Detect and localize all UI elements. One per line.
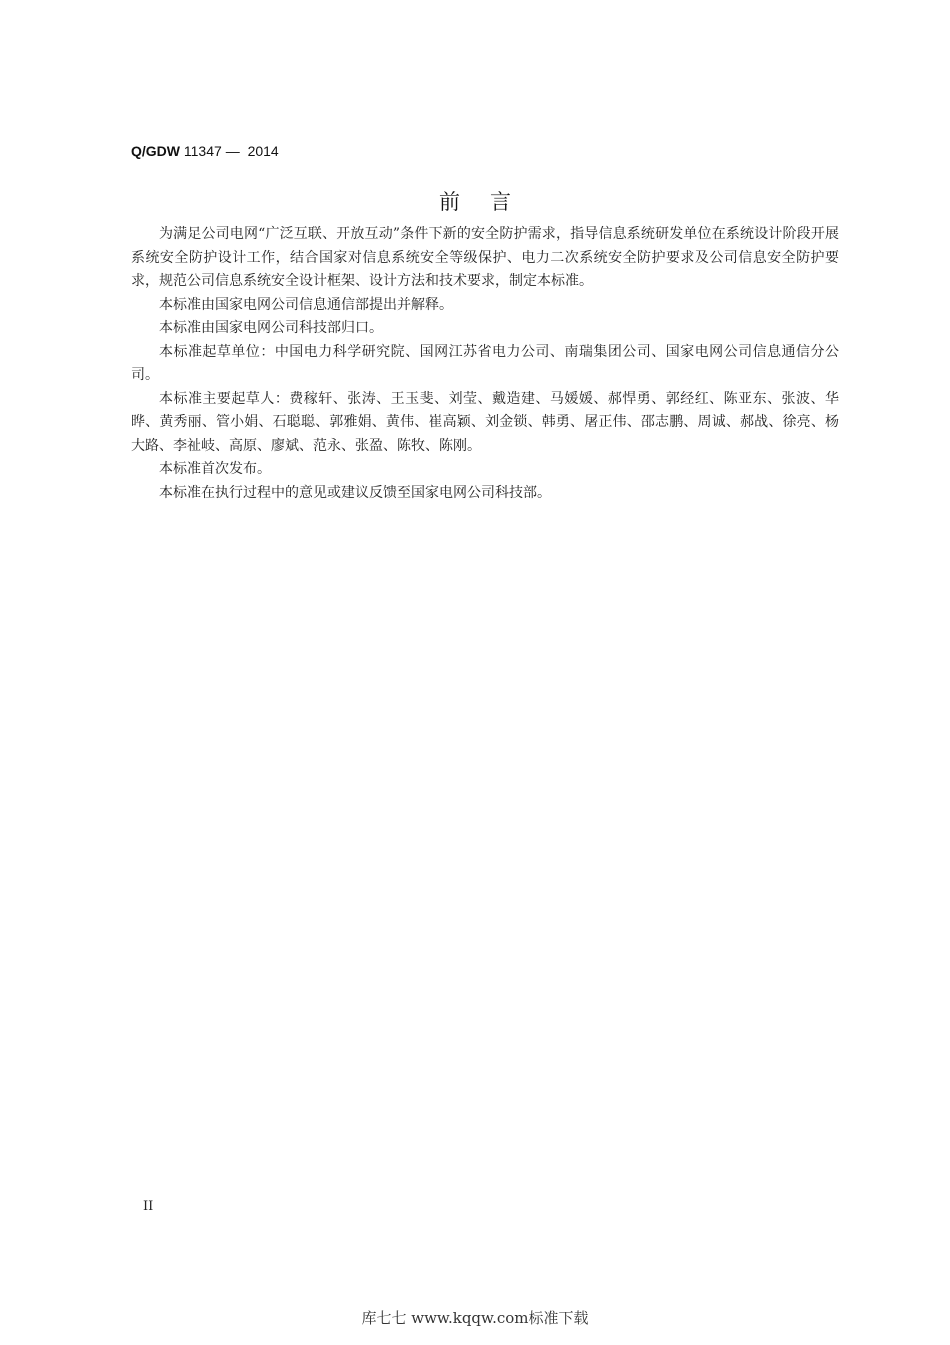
paragraph-proposer: 本标准由国家电网公司信息通信部提出并解释。 [159,296,453,313]
paragraph-feedback: 本标准在执行过程中的意见或建议反馈至国家电网公司科技部。 [159,484,551,501]
foreword-body [131,223,839,505]
paragraph-administrator: 本标准由国家电网公司科技部归口。 [159,320,383,336]
standard-separator: — [225,143,240,159]
paragraph-drafters: 本标准主要起草人：费稼轩、张涛、王玉斐、刘莹、戴造建、马媛媛、郝悍勇、郭经红、陈亚东、张波、华晔、黄秀丽、管小娟、石聪聪、郭雅娟、黄伟、崔高颖、刘金锁、韩勇、屠正伟、邵志鹏、周诚、郝战、徐亮、杨大路、李祉岐、高原、廖斌、范永、张盈、陈牧、陈刚。 [131,390,839,454]
download-footer: 库七七 www.kqqw.com标准下载 [361,1309,589,1327]
standard-prefix: Q/GDW [131,143,180,159]
paragraph-purpose: 为满足公司电网“广泛互联、开放互动”条件下新的安全防护需求，指导信息系统研发单位在系统设计阶段开展系统安全防护设计工作，结合国家对信息系统安全等级保护、电力二次系统安全防护要求及公司信息安全防护要求，规范公司信息系统安全设计框架、设计方法和技术要求，制定本标准。 [131,226,839,289]
paragraph-drafting-units: 本标准起草单位：中国电力科学研究院、国网江苏省电力公司、南瑞集团公司、国家电网公司信息通信分公司。 [131,343,839,383]
standard-number: 11347 [183,143,222,159]
standard-year: 2014 [247,143,279,159]
standard-code-header [131,143,279,159]
paragraph-first-release: 本标准首次发布。 [159,461,271,477]
page-number: II [143,1199,154,1214]
page-title: 前言 [439,190,541,214]
